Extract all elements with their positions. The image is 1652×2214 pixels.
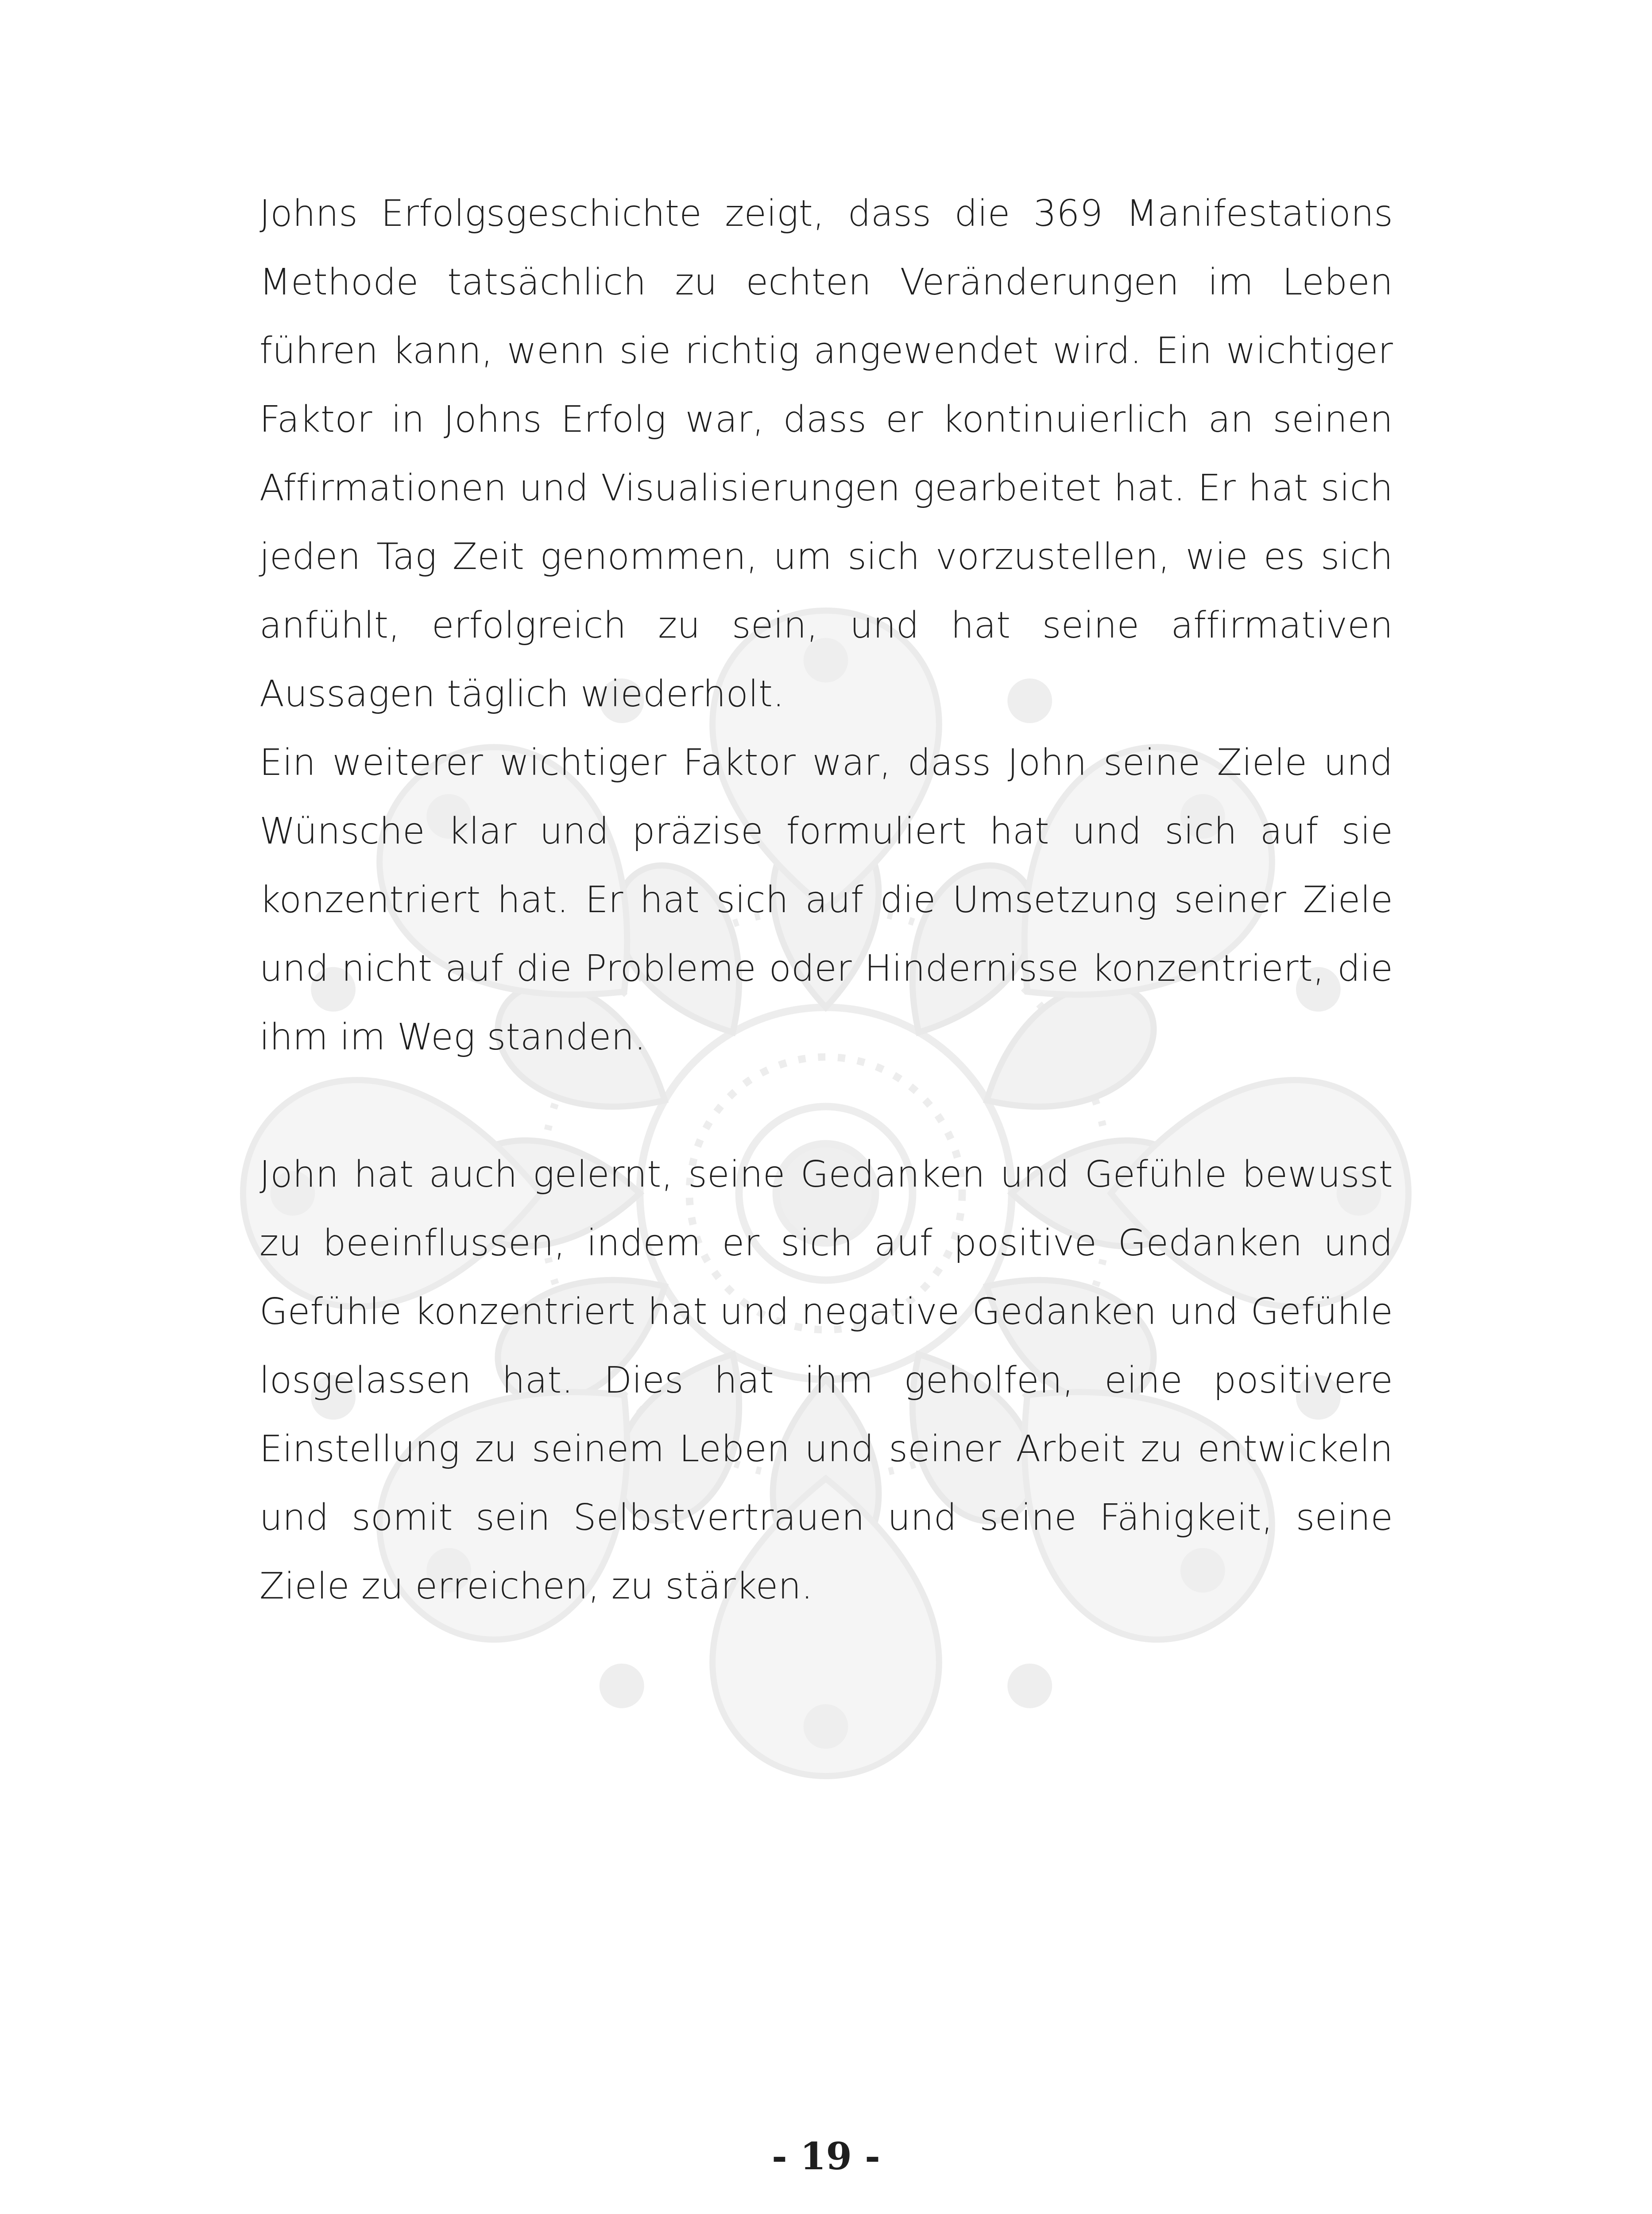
body-text bbox=[259, 179, 1393, 1621]
mandala-dot bbox=[804, 1704, 848, 1749]
mandala-dot bbox=[1007, 1664, 1052, 1708]
paragraph-2: Ein weiterer wichtiger Faktor war, dass John seine Ziele und Wünsche klar und präzise formuliert hat und sich auf sie konzentriert hat. Er hat sich auf die Umsetzung seiner Ziele und nicht auf die Probleme oder Hindernisse konzentriert, die ihm im Weg standen. bbox=[259, 742, 1393, 1058]
mandala-dot bbox=[600, 1664, 644, 1708]
paragraph-1: Johns Erfolgsgeschichte zeigt, dass die 369 Manifestations Methode tatsächlich zu echten Veränderungen im Leben führen kann, wenn sie richtig angewendet wird. Ein wichtiger Faktor in Johns Erfolg war, dass er kontinuierlich an seinen Affirmationen und Visualisierungen gearbeitet hat. Er hat sich jeden Tag Zeit genommen, um sich vorzustellen, wie es sich anfühlt, erfolgreich zu sein, und hat seine affirmativen Aussagen täglich wiederholt. bbox=[259, 193, 1393, 715]
paragraph-3: John hat auch gelernt, seine Gedanken und Gefühle bewusst zu beeinflussen, indem er sich auf positive Gedanken und Gefühle konzentriert hat und negative Gedanken und Gefühle losgelassen hat. Dies hat ihm geholfen, eine positivere Einstellung zu seinem Leben und seiner Arbeit zu entwickeln und somit sein Selbstvertrauen und seine Fähigkeit, seine Ziele zu erreichen, zu stärken. bbox=[259, 1153, 1393, 1607]
page-number: - 19 - bbox=[771, 2134, 881, 2178]
paragraph-spacer bbox=[259, 1072, 1393, 1140]
